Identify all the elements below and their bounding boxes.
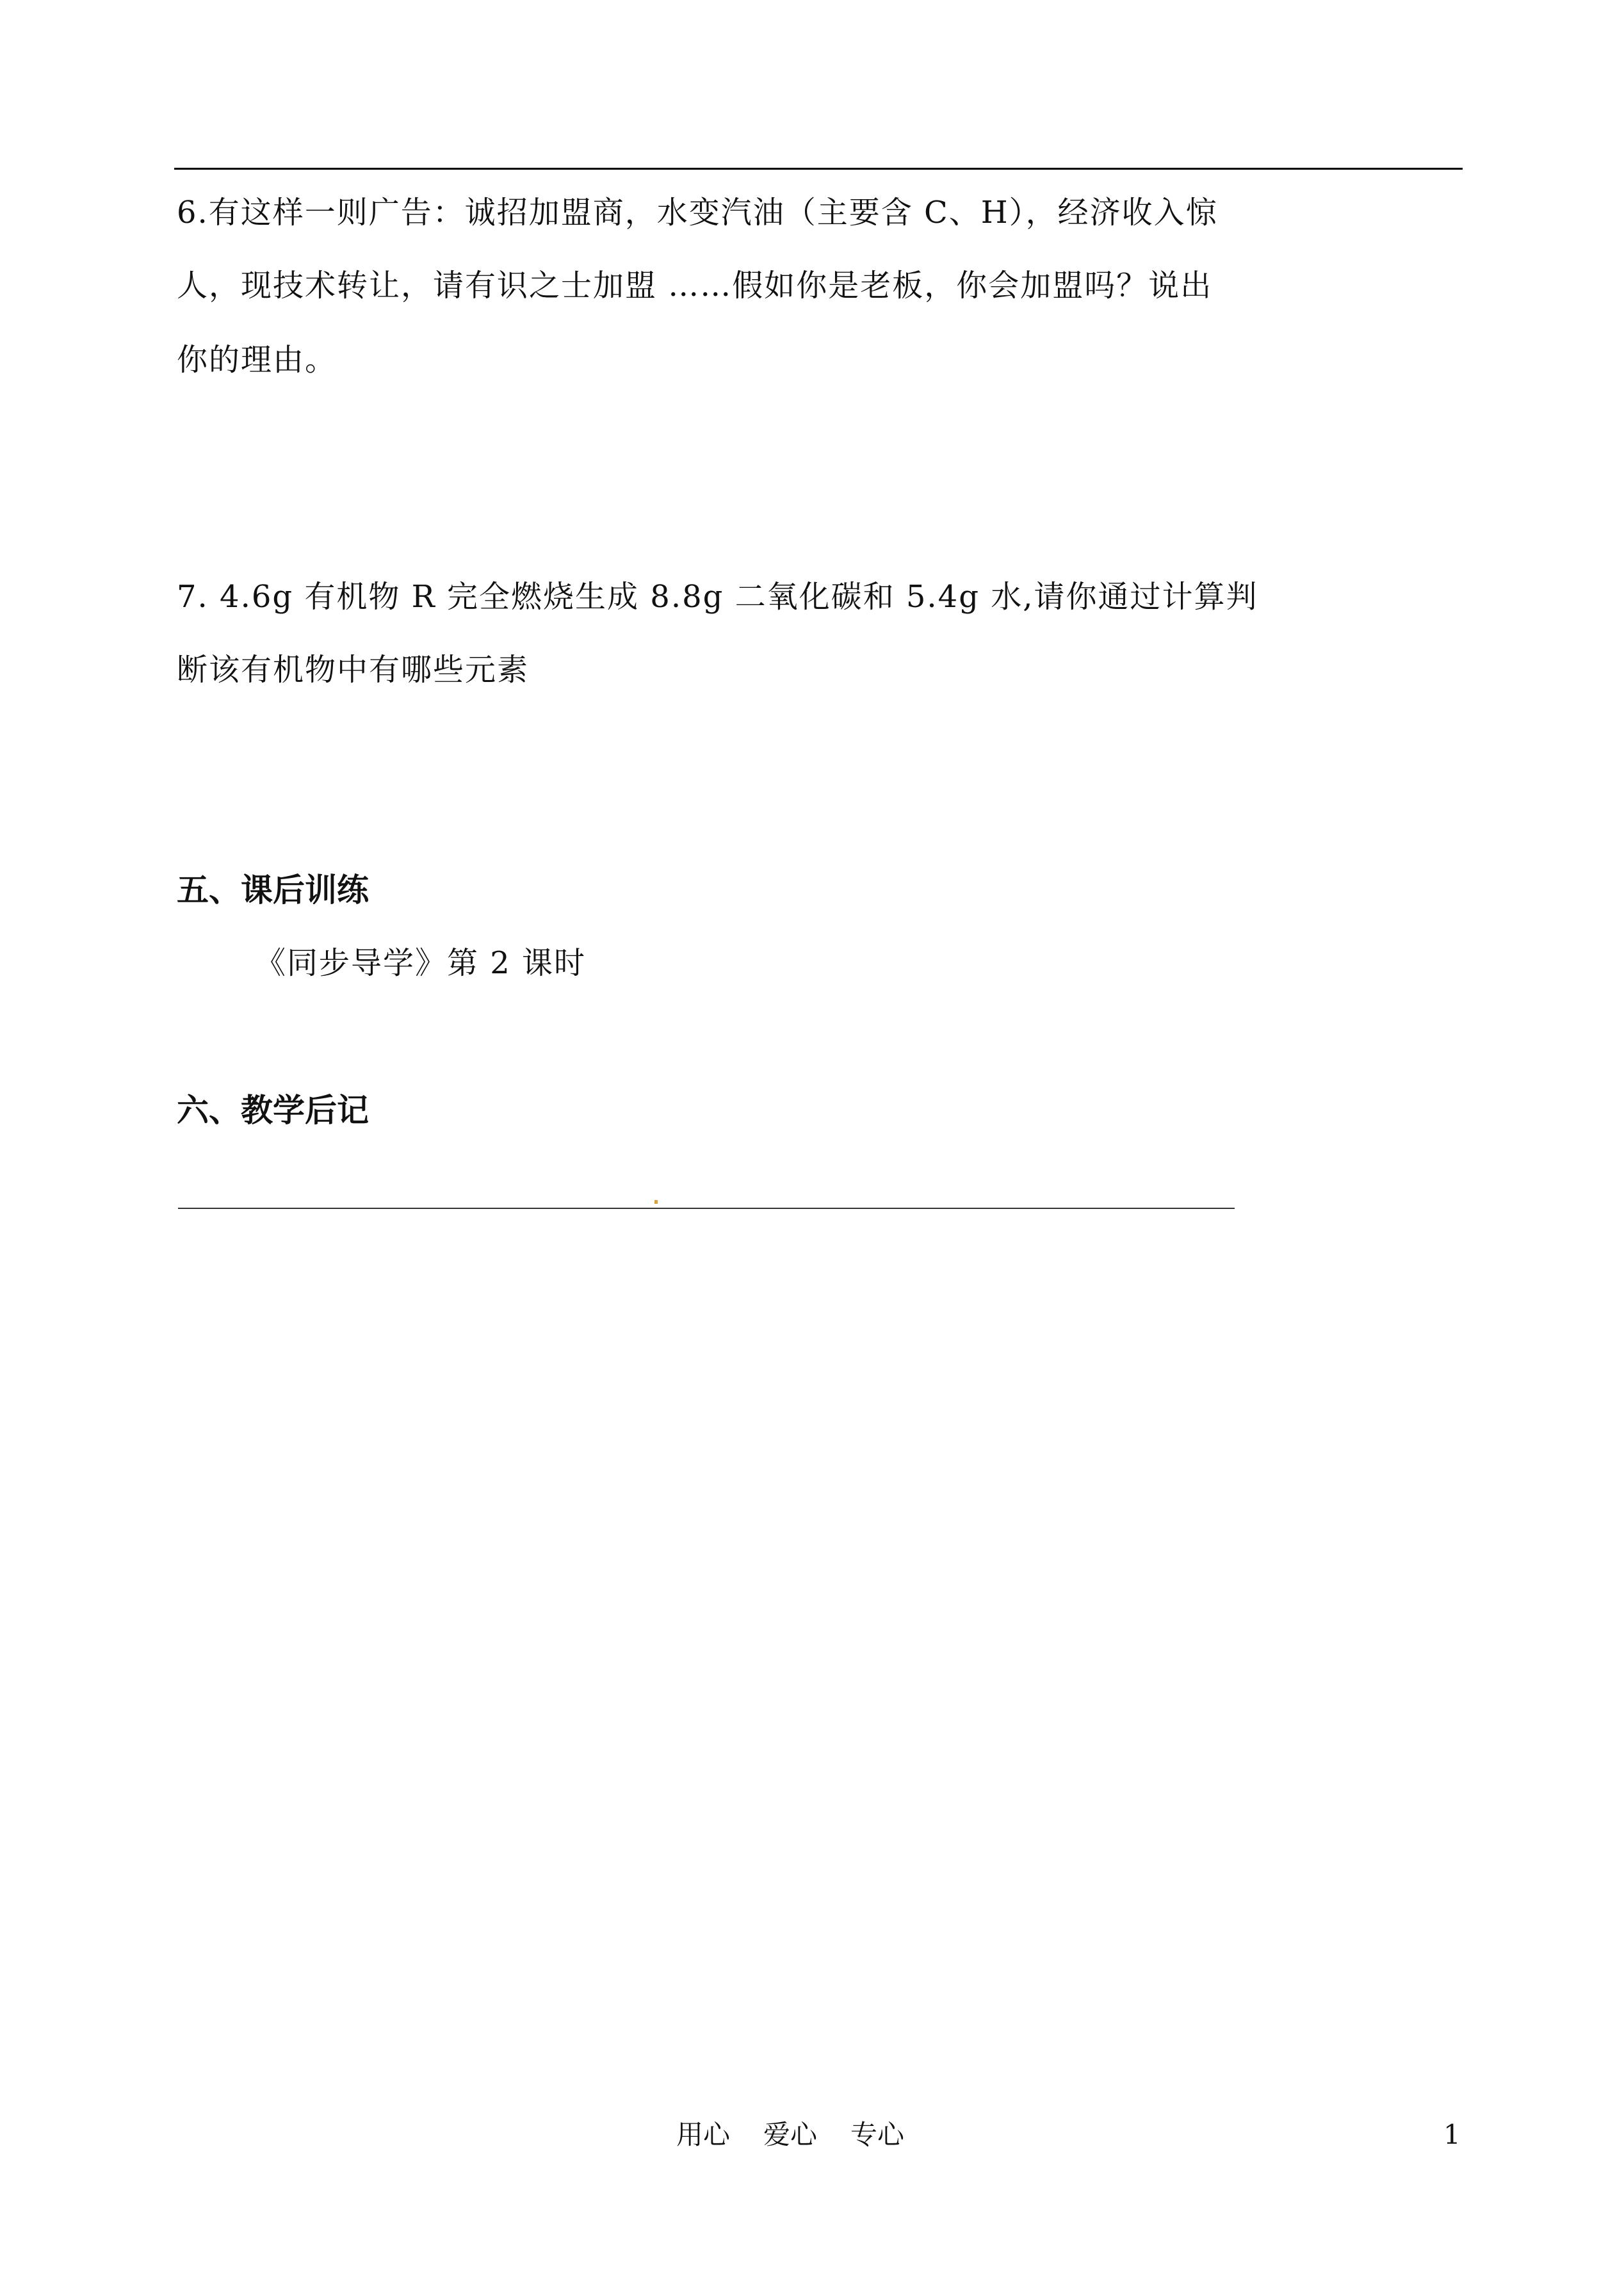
header-rule (174, 168, 1463, 170)
footer-motto (676, 2117, 904, 2153)
question-7-line-1: 7. 4.6g 有机物 R 完全燃烧生成 8.8g 二氧化碳和 5.4g 水,请你通过计算判 (177, 579, 1258, 615)
section-5-item: 《同步导学》第 2 课时 (255, 945, 587, 981)
section-6-heading: 六、教学后记 (177, 1092, 369, 1129)
mark-dot (654, 1200, 658, 1204)
page-number: 1 (1443, 2119, 1461, 2150)
notes-underline (178, 1208, 1235, 1209)
question-6-line-3: 你的理由。 (177, 342, 337, 378)
footer-motto-2: 爱心 (763, 2119, 818, 2150)
footer-motto-3: 专心 (850, 2119, 905, 2150)
footer-motto-1: 用心 (676, 2119, 731, 2150)
question-6-line-1: 6.有这样一则广告：诚招加盟商，水变汽油（主要含 C、H），经济收入惊 (177, 195, 1218, 231)
question-6-line-2: 人，现技术转让，请有识之士加盟 ……假如你是老板，你会加盟吗？说出 (177, 268, 1213, 304)
question-7-line-2: 断该有机物中有哪些元素 (177, 652, 530, 688)
section-5-heading: 五、课后训练 (177, 872, 369, 909)
